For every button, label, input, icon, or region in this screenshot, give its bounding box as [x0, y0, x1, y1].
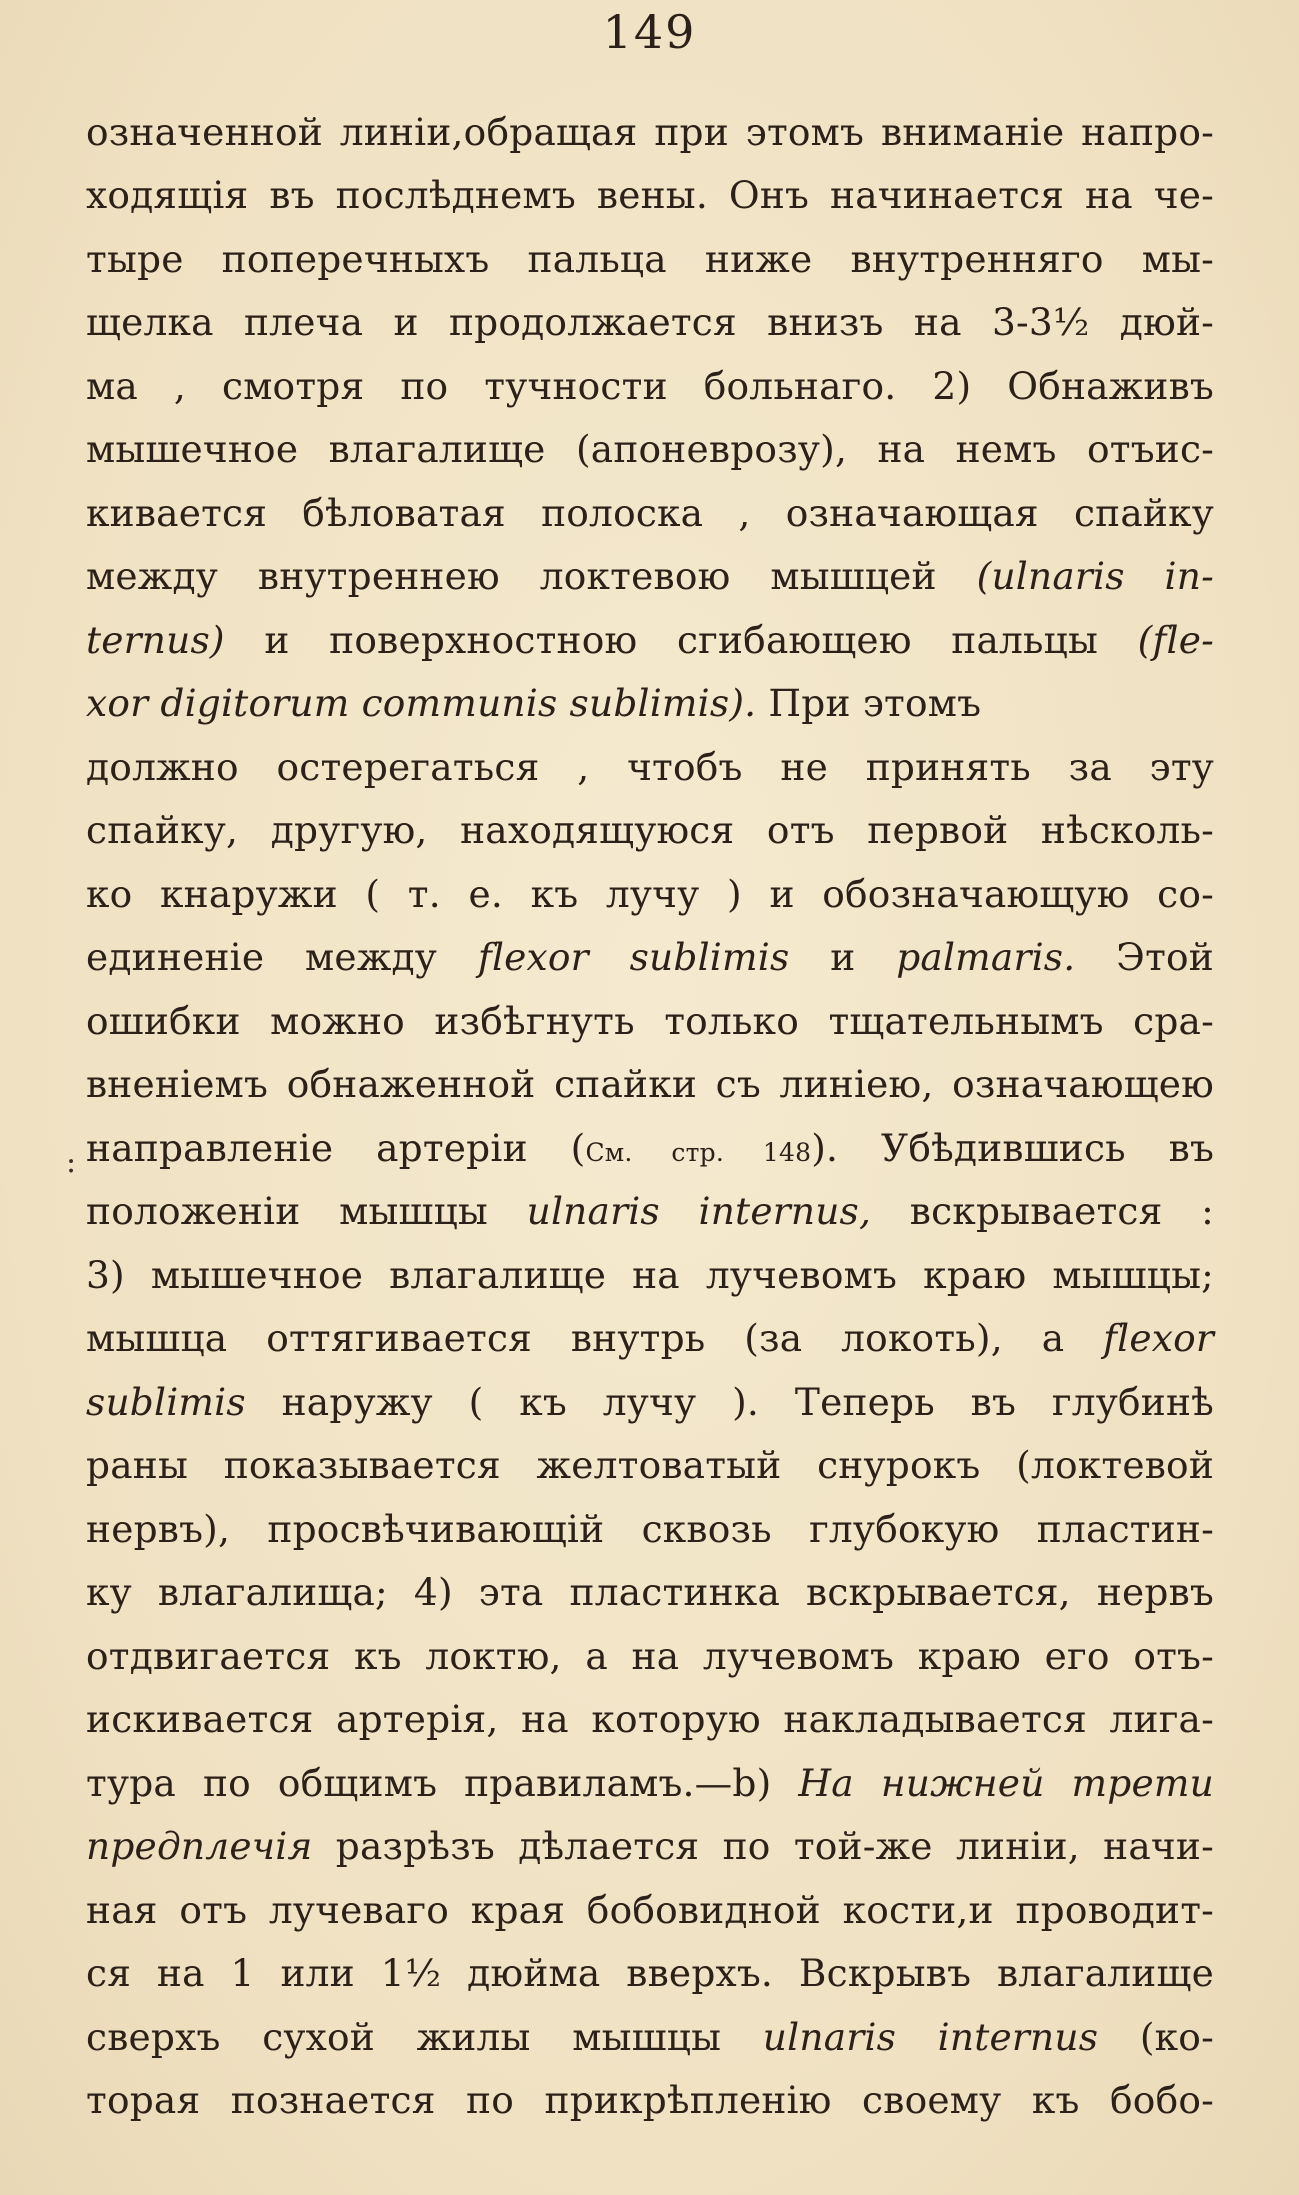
text-segment: ма , смотря по тучности больнаго. 2) Обнаживъ [86, 363, 1214, 408]
text-line [86, 1497, 1236, 1561]
line-content [86, 1761, 1214, 1805]
italic-text: sublimis [86, 1379, 246, 1424]
text-line [86, 545, 1236, 609]
text-segment: направленіе артеріи ( [86, 1125, 586, 1170]
italic-text: ternus) [86, 617, 225, 662]
text-line [86, 2005, 1236, 2069]
text-segment: мышца оттягивается внутрь (за локоть), а [86, 1316, 1104, 1361]
line-content [86, 1062, 1214, 1106]
line-content [86, 2078, 1214, 2122]
italic-text: ulnaris internus, [526, 1189, 872, 1234]
text-line [86, 100, 1236, 164]
italic-text: (fle- [1137, 617, 1214, 662]
text-segment: должно остерегаться , чтобъ не принять за эту [86, 744, 1215, 789]
margin-mark: : [66, 1145, 77, 1180]
italic-text: xor digitorum communis sublimis). [86, 681, 757, 726]
line-content [86, 999, 1214, 1043]
line-content [86, 1888, 1214, 1932]
text-line [86, 1942, 1236, 2006]
line-content [86, 110, 1214, 154]
text-segment: отдвигается къ локтю, а на лучевомъ краю его отъ- [86, 1633, 1214, 1678]
italic-text: flexor sublimis [477, 935, 790, 980]
text-line [86, 799, 1236, 863]
line-content [86, 745, 1214, 789]
text-line [86, 1307, 1236, 1371]
text-segment: ко кнаружи ( т. е. къ лучу ) и обозначающую со- [86, 871, 1214, 916]
text-line [86, 926, 1236, 990]
text-segment: единеніе между [86, 935, 478, 980]
text-line [86, 227, 1236, 291]
text-segment: ная отъ лучеваго края бобовидной кости,и проводит- [86, 1887, 1215, 1932]
text-line [86, 1878, 1236, 1942]
text-line [86, 1180, 1236, 1244]
line-content [86, 237, 1214, 281]
line-content [86, 173, 1214, 217]
line-content [86, 300, 1214, 344]
text-segment: раны показывается желтоватый снурокъ (локтевой [86, 1443, 1215, 1488]
text-segment: искивается артерія, на которую накладывается лига- [86, 1697, 1214, 1742]
text-segment: мышечное влагалище (апоневрозу), на немъ отъис- [86, 427, 1215, 472]
line-content [86, 1634, 1214, 1678]
line-content [86, 364, 1214, 408]
text-segment: торая познается по прикрѣпленію своему къ бобо- [86, 2078, 1214, 2123]
line-content [86, 1126, 1214, 1170]
text-line [86, 164, 1236, 228]
text-line [86, 1561, 1236, 1625]
text-segment: ошибки можно избѣгнуть только тщательнымъ сра- [86, 998, 1214, 1043]
text-segment: означенной линіи,обращая при этомъ вниманіе напро- [86, 109, 1214, 154]
page-number: 149 [602, 5, 697, 59]
text-line [86, 2069, 1236, 2133]
text-segment: щелка плеча и продолжается внизъ на 3-3½ дюй- [86, 300, 1215, 345]
text-segment: наружу ( къ лучу ). Теперь въ глубинѣ [245, 1379, 1214, 1424]
line-content [86, 1253, 1214, 1297]
italic-text: предплечія [86, 1824, 313, 1869]
text-line [86, 481, 1236, 545]
text-segment: 3) мышечное влагалище на лучевомъ краю мышцы; [86, 1252, 1215, 1297]
text-segment: При этомъ [756, 681, 982, 726]
text-line [86, 1751, 1236, 1815]
text-segment: ходящія въ послѣднемъ вены. Онъ начинается на че- [86, 173, 1215, 218]
body-text [86, 100, 1236, 2132]
text-segment: между внутреннею локтевою мышцей [86, 554, 977, 599]
text-segment: и [789, 935, 897, 980]
text-segment: разрѣзъ дѣлается по той-же линіи, начи- [312, 1824, 1214, 1869]
text-segment: кивается бѣловатая полоска , означающая спайку [86, 490, 1215, 535]
line-content [86, 1316, 1214, 1360]
text-line [86, 354, 1236, 418]
text-line [86, 1434, 1236, 1498]
line-content [86, 1824, 1214, 1868]
italic-text: На нижней трети [798, 1760, 1214, 1805]
text-line [86, 1243, 1236, 1307]
text-line [86, 1370, 1236, 1434]
line-content [86, 1697, 1214, 1741]
text-segment: сверхъ сухой жилы мышцы [86, 2014, 763, 2059]
line-content [86, 681, 981, 725]
text-segment: положеніи мышцы [86, 1189, 527, 1234]
line-content [86, 1189, 1214, 1233]
reference-text: См. стр. 148 [585, 1137, 812, 1167]
line-content [86, 618, 1214, 662]
text-segment: ). Убѣдившись въ [811, 1125, 1215, 1170]
text-line [86, 1688, 1236, 1752]
text-line [86, 862, 1236, 926]
text-line [86, 1815, 1236, 1879]
line-content [86, 935, 1214, 979]
line-content [86, 1570, 1214, 1614]
text-segment: спайку, другую, находящуюся отъ первой нѣсколь- [86, 808, 1215, 853]
text-segment: Этой [1075, 935, 1214, 980]
text-segment: вскрывается : [871, 1189, 1214, 1234]
text-line [86, 291, 1236, 355]
italic-text: ulnaris internus [762, 2014, 1099, 2059]
text-segment: (ко- [1098, 2014, 1214, 2059]
line-content [86, 554, 1214, 598]
line-content [86, 427, 1214, 471]
text-segment: тыре поперечныхъ пальца ниже внутренняго мы- [86, 236, 1214, 281]
text-line [86, 735, 1236, 799]
text-line [86, 672, 1236, 736]
text-segment: ку влагалища; 4) эта пластинка вскрывается, нервъ [86, 1570, 1214, 1615]
text-segment: вненіемъ обнаженной спайки съ линіею, означающею [86, 1062, 1214, 1107]
text-line [86, 608, 1236, 672]
text-line [86, 418, 1236, 482]
line-content [86, 808, 1214, 852]
line-content [86, 491, 1214, 535]
line-content [86, 1443, 1214, 1487]
text-line [86, 1116, 1236, 1180]
line-content [86, 1951, 1214, 1995]
text-segment: и поверхностною сгибающею пальцы [224, 617, 1138, 662]
line-content [86, 1380, 1214, 1424]
line-content [86, 1507, 1214, 1551]
line-content [86, 872, 1214, 916]
text-line [86, 1053, 1236, 1117]
text-segment: ся на 1 или 1½ дюйма вверхъ. Вскрывъ влагалище [86, 1951, 1214, 1996]
text-segment: нервъ), просвѣчивающій сквозь глубокую пластин- [86, 1506, 1214, 1551]
italic-text: flexor [1103, 1316, 1215, 1361]
text-line [86, 1624, 1236, 1688]
italic-text: palmaris. [896, 935, 1076, 980]
text-segment: тура по общимъ правиламъ.—b) [86, 1760, 799, 1805]
italic-text: (ulnaris in- [976, 554, 1214, 599]
line-content [86, 2015, 1214, 2059]
text-line [86, 989, 1236, 1053]
